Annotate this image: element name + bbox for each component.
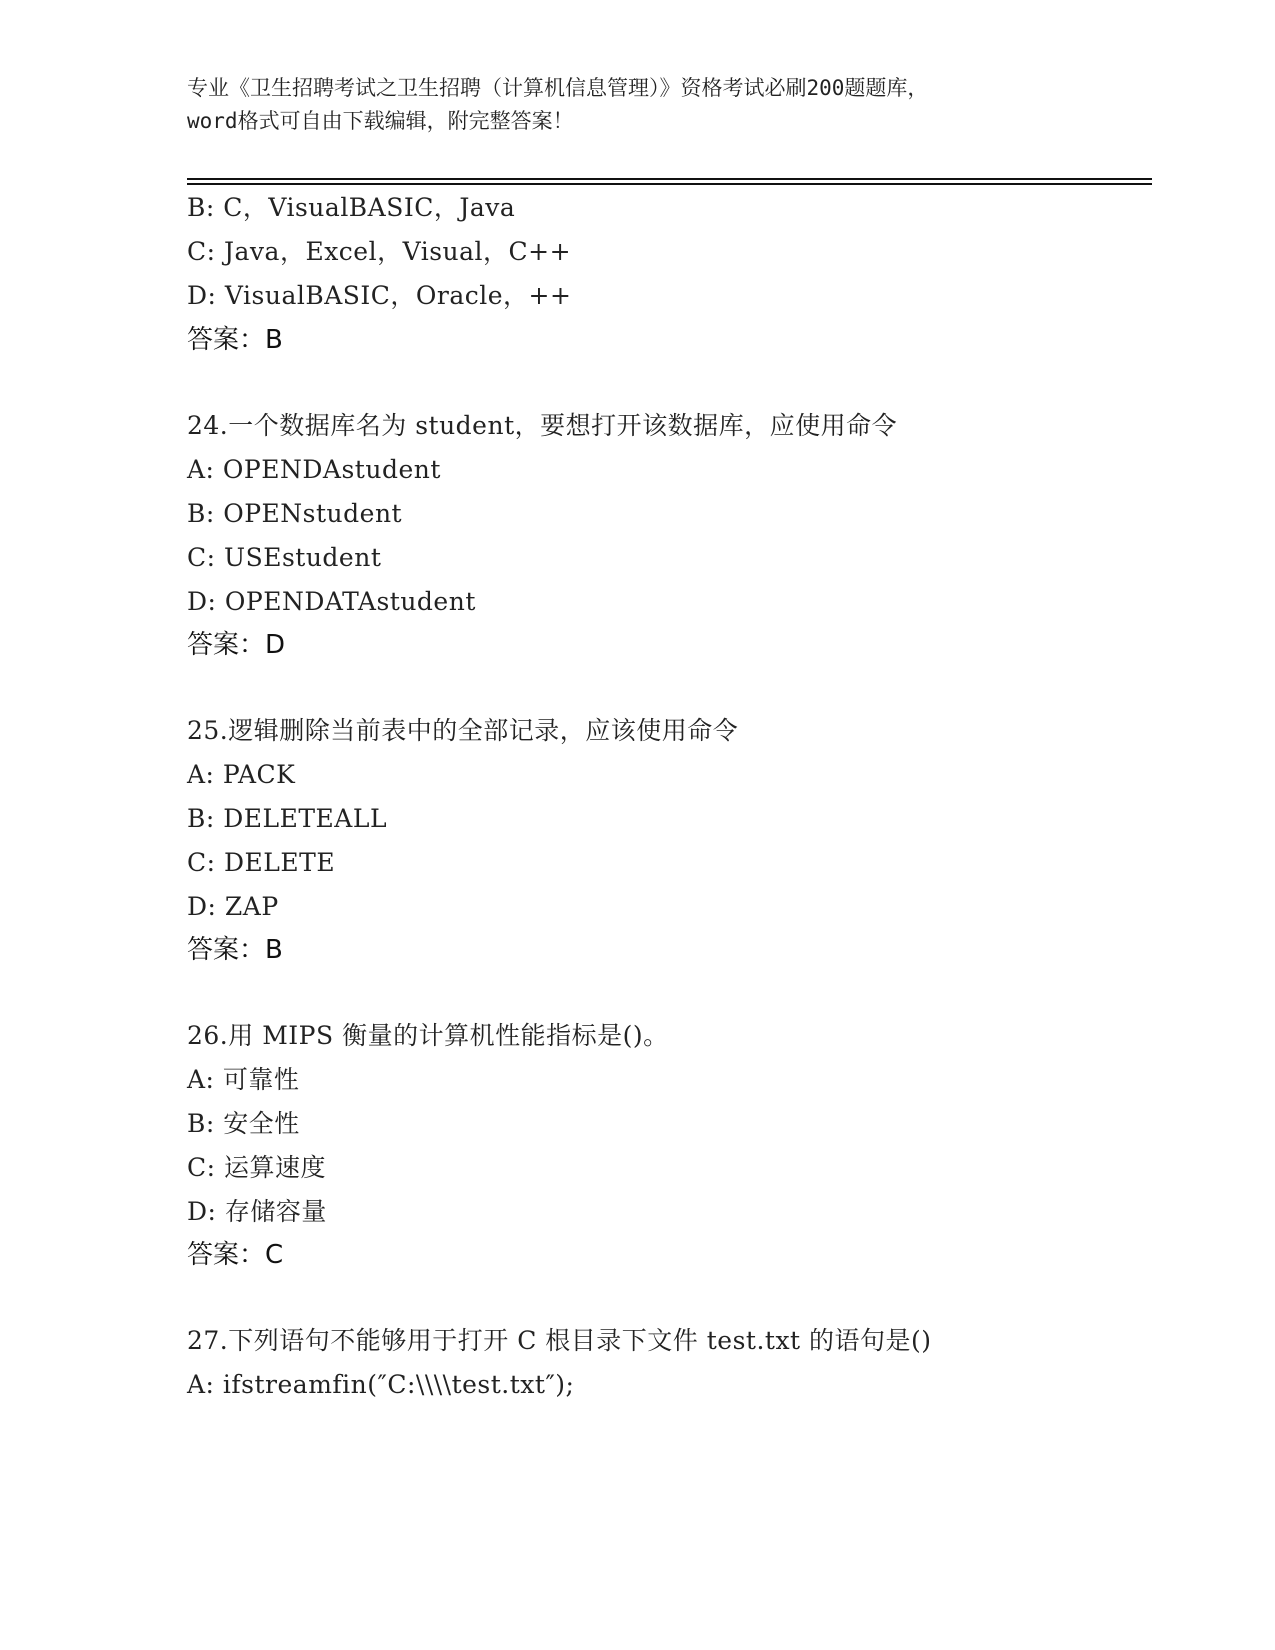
q27-question: 27.下列语句不能够用于打开 C 根目录下文件 test.txt 的语句是() [187,1326,932,1355]
document-header [187,72,1087,138]
q26-question: 26.用 MIPS 衡量的计算机性能指标是()。 [187,1021,669,1050]
q24-question: 24.一个数据库名为 student，要想打开该数据库，应使用命令 [187,411,898,440]
q25-option-b: B: DELETEALL [187,804,388,833]
q23-option-d: D: VisualBASIC，Oracle，++ [187,281,572,310]
q26-option-b: B: 安全性 [187,1109,300,1138]
q24-answer: 答案：D [187,630,286,660]
q26-option-d: D: 存储容量 [187,1197,327,1226]
q27-option-a: A: ifstreamfin(″C:\\\\test.txt″); [187,1370,575,1399]
q23-option-b: B: C，VisualBASIC，Java [187,193,516,222]
q25-option-d: D: ZAP [187,892,279,921]
q23-answer: 答案：B [187,325,283,355]
q24-option-b: B: OPENstudent [187,499,403,528]
q24-option-d: D: OPENDATAstudent [187,587,476,616]
q26-option-a: A: 可靠性 [187,1065,300,1094]
q25-answer: 答案：B [187,935,283,965]
q24-option-c: C: USEstudent [187,543,382,572]
q25-option-a: A: PACK [187,760,296,789]
q26-answer: 答案：C [187,1240,284,1270]
q26-option-c: C: 运算速度 [187,1153,326,1182]
header-line-2: word格式可自由下载编辑，附完整答案！ [187,109,574,133]
header-divider-top [187,178,1152,180]
q24-option-a: A: OPENDAstudent [187,455,441,484]
header-divider-bottom [187,183,1152,185]
header-line-1: 专业《卫生招聘考试之卫生招聘（计算机信息管理）》资格考试必刷200题题库， [187,76,929,100]
q25-question: 25.逻辑删除当前表中的全部记录，应该使用命令 [187,716,739,745]
q25-option-c: C: DELETE [187,848,336,877]
q23-option-c: C: Java，Excel，Visual，C++ [187,237,572,266]
